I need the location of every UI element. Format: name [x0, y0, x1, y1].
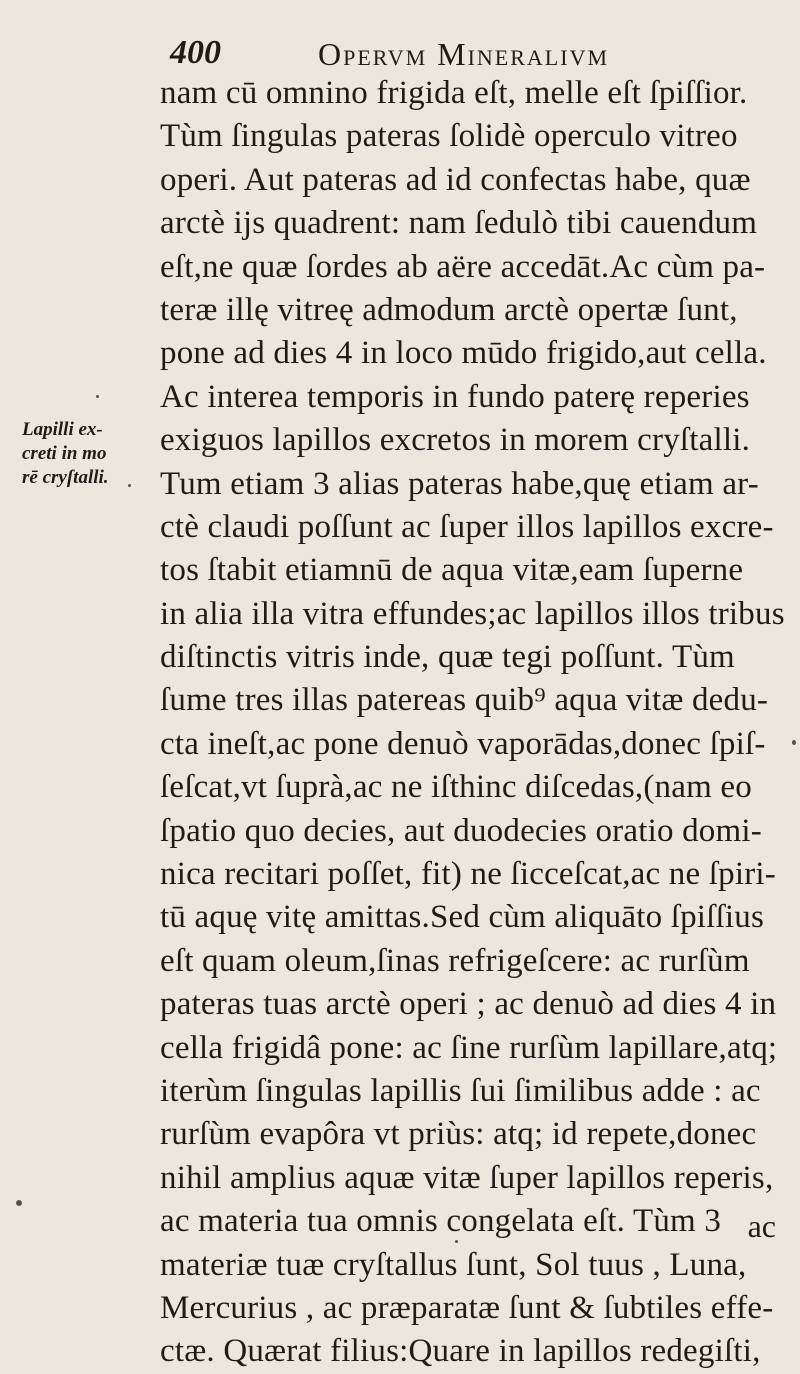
ink-speck	[792, 740, 796, 745]
margin-note-line: Lapilli ex-	[22, 419, 103, 440]
text-line: tū aquę vitę amittas.Sed cùm aliquāto ſpiſſius	[160, 899, 765, 936]
text-line: materiæ tuæ cryſtallus ſunt, Sol tuus , Luna,	[160, 1246, 747, 1283]
text-line: pone ad dies 4 in loco mūdo frigido,aut cella.	[160, 335, 767, 372]
text-line: ſpatio quo decies, aut duodecies oratio domi-	[160, 812, 762, 849]
text-line: diſtinctis vitris inde, quæ tegi poſſunt. Tùm	[160, 639, 735, 676]
text-line: exiguos lapillos excretos in morem cryſtalli.	[160, 422, 751, 459]
text-line: in alia illa vitra effundes;ac lapillos illos tribus	[160, 595, 785, 632]
text-line: Ac interea temporis in fundo paterę reperies	[160, 378, 750, 415]
ink-speck	[455, 1240, 458, 1243]
text-line: cta ineſt,ac pone denuò vaporādas,donec ſpiſ-	[160, 725, 766, 762]
ink-speck	[16, 1200, 22, 1206]
text-line: teræ illę vitreę admodum arctè opertæ ſunt,	[160, 291, 738, 328]
text-line: pateras tuas arctè operi ; ac denuò ad dies 4 in	[160, 986, 777, 1023]
ink-speck	[96, 395, 99, 398]
text-line: eſt,ne quæ ſordes ab aëre accedāt.Ac cùm pa-	[160, 248, 766, 285]
text-line: Tum etiam 3 alias pateras habe,quę etiam ar-	[160, 465, 759, 502]
text-line: ctè claudi poſſunt ac ſuper illos lapillos excre-	[160, 508, 774, 545]
body-text	[160, 72, 790, 1374]
text-line: operi. Aut pateras ad id confectas habe, quæ	[160, 161, 751, 198]
catchword: ac	[747, 1208, 776, 1244]
text-line: rurſùm evapôra vt priùs: atq; id repete,donec	[160, 1116, 757, 1153]
ink-speck	[128, 484, 131, 487]
running-title: Opervm Mineralivm	[318, 36, 610, 72]
text-line: Mercurius , ac præparatæ ſunt & ſubtiles effe-	[160, 1289, 774, 1326]
text-line: ſume tres illas patereas quib⁹ aqua vitæ dedu-	[160, 682, 769, 719]
margin-note-line: rē cryſtalli.	[22, 467, 109, 488]
text-line: eſt quam oleum,ſinas refrigeſcere: ac rurſùm	[160, 942, 750, 979]
text-line: nica recitari poſſet, fit) ne ſicceſcat,ac ne ſpiri-	[160, 856, 776, 893]
text-line: nam cū omnino frigida eſt, melle eſt ſpiſſior.	[160, 75, 748, 111]
page-number: 400	[170, 34, 221, 71]
margin-note	[22, 418, 152, 490]
text-line: Tùm ſingulas pateras ſolidè operculo vitreo	[160, 118, 738, 155]
text-line: arctè ijs quadrent: nam ſedulò tibi cauendum	[160, 205, 758, 242]
text-line: nihil amplius aquæ vitæ ſuper lapillos reperis,	[160, 1159, 774, 1196]
text-line: ſeſcat,vt ſuprà,ac ne iſthinc diſcedas,(nam eo	[160, 769, 752, 806]
text-line: iterùm ſingulas lapillis ſui ſimilibus adde : ac	[160, 1072, 761, 1109]
text-line: ac materia tua omnis congelata eſt. Tùm 3	[160, 1203, 722, 1240]
text-line: ctæ. Quærat filius:Quare in lapillos redegiſti,	[160, 1333, 761, 1370]
margin-note-line: creti in mo	[22, 443, 107, 464]
text-line: cella frigidâ pone: ac ſine rurſùm lapillare,atq;	[160, 1029, 778, 1066]
text-line: tos ſtabit etiamnū de aqua vitæ,eam ſuperne	[160, 552, 744, 589]
